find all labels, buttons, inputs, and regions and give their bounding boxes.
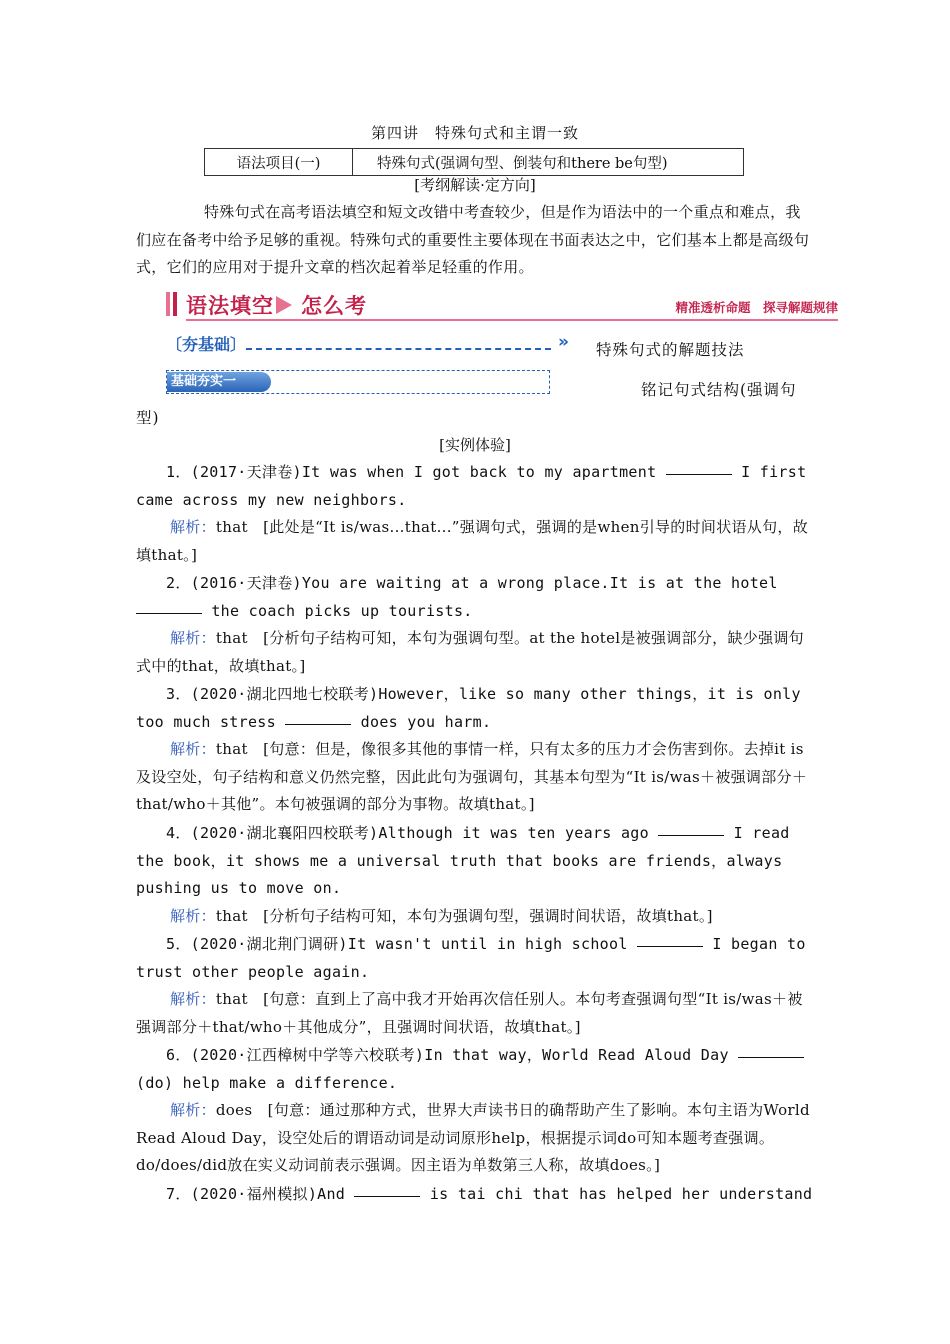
- section-label: 〔夯基础〕: [166, 335, 247, 354]
- section-banner: [166, 290, 838, 322]
- sub-heading: [166, 370, 550, 394]
- lecture-title: 第四讲 特殊句式和主谓一致: [370, 124, 579, 142]
- answer-3: 解析：that [句意：但是，像很多其他的事情一样，只有太多的压力才会伤害到你。去掉it is及设空处，句子结构和意义仍然完整，因此此句为强调句，其基本句型为“It is/was＋被强调部分＋that/who＋其他”。本句被强调的部分为事物。故填that。]: [136, 740, 808, 813]
- examples-label: [实例体验]: [439, 436, 511, 454]
- answer-blank: [658, 834, 724, 836]
- question-5: 5．(2020·湖北荆门调研)It wasn't until in high school I began to trust other people again.: [136, 935, 806, 981]
- answer-4: 解析：that [分析句子结构可知，本句为强调句型，强调时间状语，故填that。]: [170, 907, 713, 925]
- outline-label: [考纲解读·定方向]: [414, 176, 536, 194]
- banner-bars-icon: [166, 292, 178, 316]
- sub-right-text: 铭记句式结构(强调句: [641, 381, 797, 399]
- banner-underline: [186, 319, 838, 321]
- answer-2: 解析：that [分析句子结构可知，本句为强调句型。at the hotel是被强调部分，缺少强调句式中的that，故填that。]: [136, 629, 804, 675]
- grammar-item-content: 特殊句式(强调句型、倒装句和there be句型): [353, 149, 744, 176]
- answer-1: 解析：that [此处是“It is/was...that...”强调句式，强调的是when引导的时间状语从句，故填that。]: [136, 518, 809, 564]
- banner-title-left: 语法填空: [186, 294, 274, 318]
- intro-paragraph: 特殊句式在高考语法填空和短文改错中考查较少，但是作为语法中的一个重点和难点，我们应在备考中给予足够的重视。特殊句式的重要性主要体现在书面表达之中，它们基本上都是高级句式，它们的应用对于提升文章的档次起着举足轻重的作用。: [136, 203, 810, 276]
- question-4: 4．(2020·湖北襄阳四校联考)Although it was ten years ago I read the book，it shows me a universal truth that books are friends，always pushing us to move on.: [136, 824, 790, 897]
- answer-blank: [354, 1195, 420, 1197]
- section-heading: [166, 332, 586, 354]
- section-right-text: 特殊句式的解题技法: [596, 341, 745, 359]
- banner-arrow-icon: [276, 296, 292, 314]
- question-2: 2．(2016·天津卷)You are waiting at a wrong place.It is at the hotel the coach picks up tourists.: [136, 570, 814, 625]
- answer-blank: [285, 723, 351, 725]
- answer-6: 解析：does [句意：通过那种方式，世界大声读书日的确帮助产生了影响。本句主语为World Read Aloud Day，设空处后的谓语动词是动词原形help，根据提示词do可知本题考查强调。do/does/did放在实义动词前表示强调。因主语为单数第三人称，故填does。]: [136, 1101, 810, 1174]
- grammar-item-table: [204, 148, 744, 176]
- answer-blank: [738, 1056, 804, 1058]
- chevron-right-icon: »: [558, 332, 569, 352]
- section-dash-line: [246, 348, 551, 350]
- question-6: 6．(2020·江西樟树中学等六校联考)In that way，World Read Aloud Day (do) help make a difference.: [136, 1042, 814, 1097]
- banner-title-right: 怎么考: [301, 294, 367, 318]
- answer-5: 解析：that [句意：直到上了高中我才开始再次信任别人。本句考查强调句型“It is/was＋被强调部分＋that/who＋其他成分”，且强调时间状语，故填that。]: [136, 990, 803, 1036]
- question-7: 7．(2020·福州模拟)And is tai chi that has helped her understand: [166, 1185, 813, 1203]
- grammar-item-label: 语法项目(一): [205, 149, 353, 176]
- answer-blank: [136, 612, 202, 614]
- answer-blank: [666, 473, 732, 475]
- question-1: 1．(2017·天津卷)It was when I got back to my apartment I first came across my new neighbors.: [136, 463, 807, 509]
- sub-label-pill: 基础夯实一: [167, 372, 271, 392]
- question-3: 3．(2020·湖北四地七校联考)However，like so many other things，it is only too much stress does you harm.: [136, 685, 801, 731]
- banner-right-text: 精准透析命题 探寻解题规律: [675, 300, 838, 315]
- sub-right-text-cont: 型): [136, 409, 160, 427]
- answer-blank: [637, 945, 703, 947]
